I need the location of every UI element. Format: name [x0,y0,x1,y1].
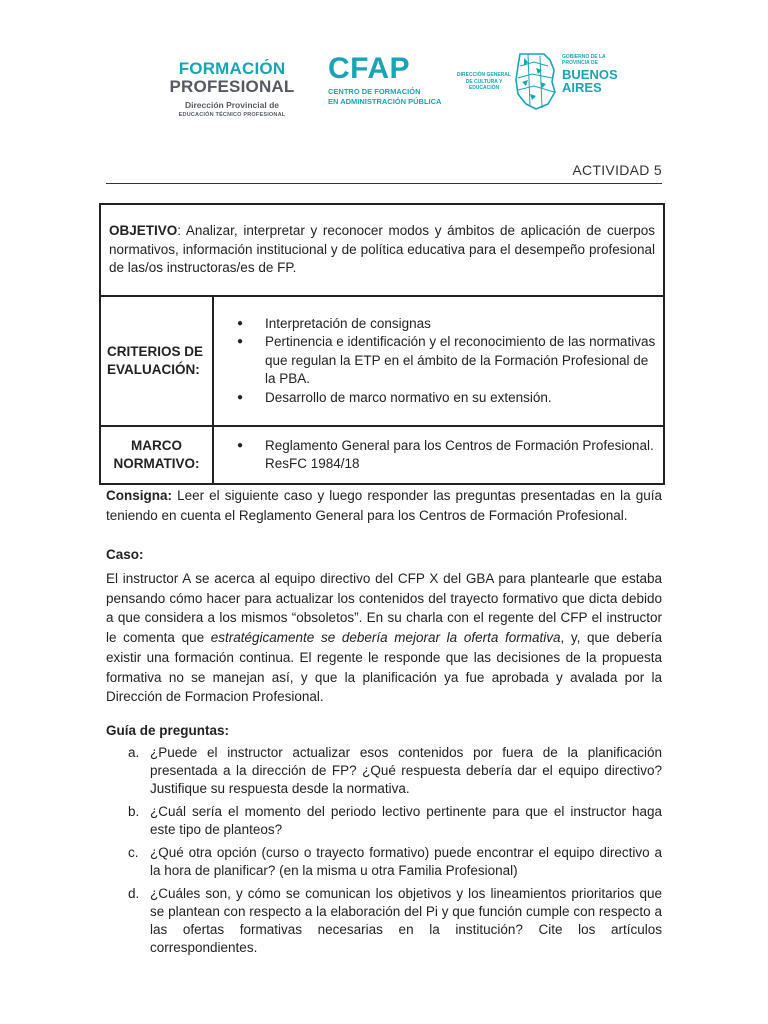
logo-text: EDUCACIÓN TÉCNICO PROFESIONAL [178,112,286,118]
criteria-list [215,315,662,408]
caso-heading: Caso: [106,547,144,562]
question-text: ¿Qué otra opción (curso o trayecto formativo) puede encontrar el equipo directivo a la hora de planificar? (en la misma u otra Familia Profesional) [150,845,662,878]
marco-list [215,437,662,474]
buenos-aires-logo [562,54,632,94]
header-logos [0,52,768,122]
logo-text: EN ADMINISTRACIÓN PÚBLICA [328,97,442,106]
question-item [106,744,662,798]
logo-text: PROFESIONAL [169,77,295,96]
question-list [106,744,662,962]
logo-text: DE CULTURA Y [465,78,503,85]
cfap-logo [328,54,448,107]
guia-heading: Guía de preguntas: [106,723,230,738]
caso-text: , y, que debería existir una formación continua. El regente le responde que las decisiones de la propuesta formativa no se manejan así, y que la planificación ya fue aprobada y avalada por la Dirección de Formacion Profesional. [106,630,663,705]
criteria-row [100,296,664,426]
objective-label: OBJETIVO [109,223,178,239]
logo-text: BUENOS [562,67,618,82]
list-item: ● Desarrollo de marco normativo en su extensión. [237,389,656,408]
question-item [106,803,662,839]
formacion-profesional-logo [162,60,302,118]
question-item [106,885,662,957]
question-letter: d. [128,886,140,901]
list-item: ● Interpretación de consignas [237,315,656,334]
logo-text: DIRECCIÓN GENERAL [457,72,511,78]
logo-text: EDUCACIÓN [468,85,500,91]
logo-text: FORMACIÓN [178,59,286,78]
logo-text: PROVINCIA DE [562,60,598,66]
objective-text: : Analizar, interpretar y reconocer modos y ámbitos de aplicación de cuerpos normativos, información institucional y de política educativa para el desempeño profesional de las/os instructoras/es de FP. [109,223,655,276]
question-text: ¿Cuál sería el momento del periodo lectivo pertinente para que el instructor haga este tipo de planteos? [150,804,662,837]
logo-text: AIRES [562,80,602,95]
activity-table [99,203,665,485]
question-letter: a. [128,745,140,760]
list-item: ● Pertinencia e identificación y el reconocimiento de las normativas que regulan la ETP en el ámbito de la Formación Profesional de la PBA. [237,333,656,389]
caso-italic-text: estratégicamente se debería mejorar la oferta formativa [210,630,561,646]
consigna-paragraph [106,486,662,525]
activity-title: ACTIVIDAD 5 [572,162,662,178]
consigna-text: Leer el siguiente caso y luego responder las preguntas presentadas en la guía teniendo en cuenta el Reglamento General para los Centros de Formación Profesional. [106,488,662,523]
title-divider [106,183,662,184]
province-map-icon [514,52,556,110]
logo-text: GOBIERNO DE LA [562,54,606,60]
criteria-cell [213,296,664,426]
question-item [106,844,662,880]
marco-row [100,426,664,484]
caso-paragraph [106,569,662,707]
list-item: ● Reglamento General para los Centros de Formación Profesional. ResFC 1984/18 [237,437,656,474]
logo-text: CENTRO DE FORMACIÓN [328,87,421,96]
dgce-logo [454,72,514,92]
objective-cell [100,204,664,296]
question-text: ¿Cuáles son, y cómo se comunican los objetivos y los lineamientos prioritarios que se plantean con respecto a la elaboración del Pi y que función cumple con respecto a las ofertas formativas necesarias en la institución? Cite los artículos correspondientes. [150,886,662,955]
marco-label: MARCO NORMATIVO: [100,426,213,484]
consigna-label: Consigna: [106,488,172,503]
question-text: ¿Puede el instructor actualizar esos contenidos por fuera de la planificación presentada a la dirección de FP? ¿Qué respuesta debería dar el equipo directivo? Justifique su respuesta desde la normativa. [150,745,662,796]
objective-row [100,204,664,296]
criteria-label: CRITERIOS DE EVALUACIÓN: [100,296,213,426]
question-letter: b. [128,804,140,819]
logo-text: CFAP [328,52,411,85]
marco-cell [213,426,664,484]
question-letter: c. [128,845,139,860]
caso-text: El instructor A se acerca al equipo directivo del CFP X del GBA para plantearle que estaba pensando cómo hacer para actualizar los contenidos del trayecto formativo que dicta debido a que considera a los mismos “obsoletos”. En su charla con el regente del CFP el instructor le comenta que [106,571,662,646]
logo-text: Dirección Provincial de [184,100,279,110]
